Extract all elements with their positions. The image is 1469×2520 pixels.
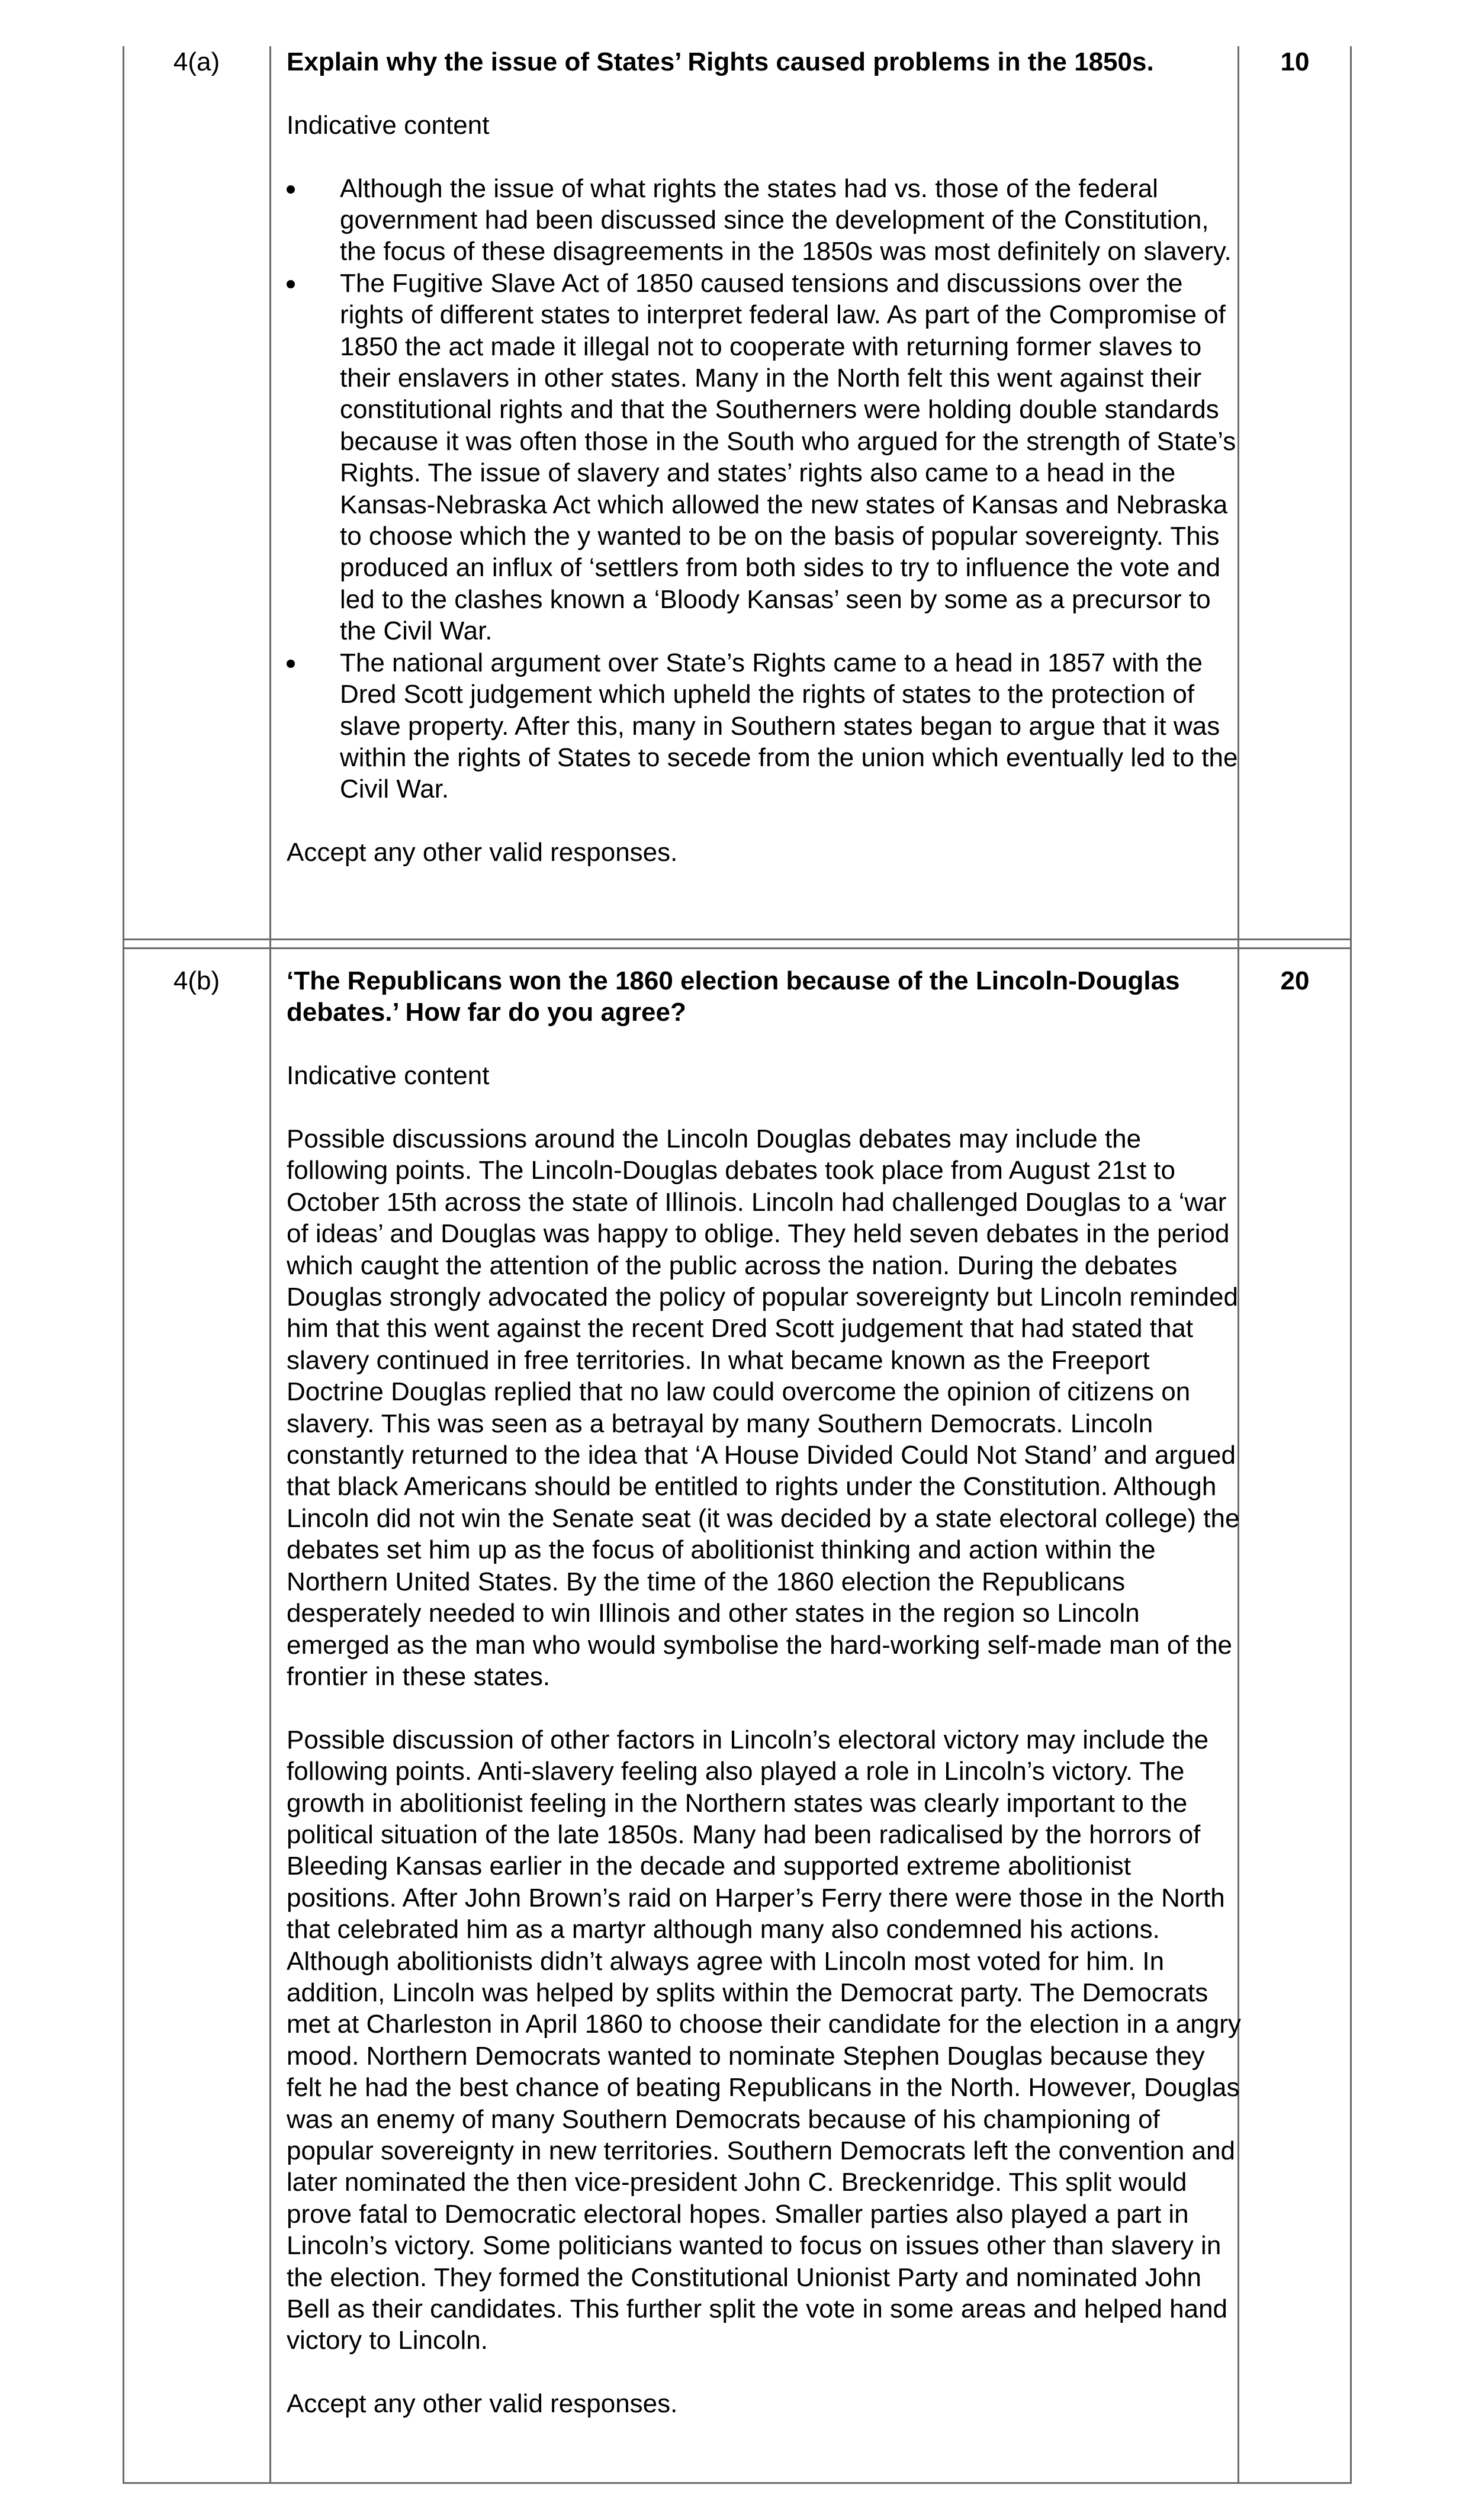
indicative-content-label: Indicative content: [287, 110, 490, 140]
question-marks: 10: [1280, 47, 1310, 76]
paragraph: Possible discussions around the Lincoln Douglas debates may include the following points. The Lincoln-Douglas debates took place from August 21st to October 15th across the state of Illinois. Lincoln had challenged Douglas to a ‘war of ideas’ and Douglas was happy to oblige. They held seven debates in the period which caught the attention of the public across the nation. During the debates Douglas strongly advocated the policy of popular sovereignty but Lincoln reminded him that this went against the recent Dred Scott judgement that had stated that slavery continued in free territories. In what became known as the Freeport Doctrine Douglas replied that no law could overcome the opinion of citizens on slavery. This was seen as a betrayal by many Southern Democrats. Lincoln constantly returned to the idea that ‘A House Divided Could Not Stand’ and argued that black Americans should be entitled to rights under the Constitution. Although Lincoln did not win the Senate seat (it was decided by a state electoral college) the debates set him up as the focus of abolitionist thinking and action within the Northern United States. By the time of the 1860 election the Republicans desperately needed to win Illinois and other states in the region so Lincoln emerged as the man who would symbolise the hard-working self-made man of the frontier in these states.: [287, 1124, 1240, 1691]
bullet-list: [287, 173, 1243, 805]
question-title: Explain why the issue of States’ Rights caused problems in the 1850s.: [287, 47, 1154, 76]
column-divider-question: [269, 46, 271, 2484]
row-separator-bottom: [123, 947, 1352, 949]
question-number: 4(a): [173, 47, 220, 76]
bullet-icon: [287, 185, 295, 194]
table-border-right: [1350, 46, 1352, 2484]
indicative-content-label: Indicative content: [287, 1061, 490, 1091]
question-number: 4(b): [173, 966, 220, 995]
row-separator-top: [123, 938, 1352, 940]
closing-note: Accept any other valid responses.: [287, 838, 678, 867]
table-border-bottom: [123, 2482, 1352, 2484]
list-item: The Fugitive Slave Act of 1850 caused tensions and discussions over the rights of different states to interpret federal law. As part of the Compromise of 1850 the act made it illegal not to cooperate with returning former slaves to their enslavers in other states. Many in the North felt this went against their constitutional rights and that the Southerners were holding double standards because it was often those in the South who argued for the strength of State’s Rights. The issue of slavery and states’ rights also came to a head in the Kansas-Nebraska Act which allowed the new states of Kansas and Nebraska to choose which the y wanted to be on the basis of popular sovereignty. This produced an influx of ‘settlers from both sides to try to influence the vote and led to the clashes known a ‘Bloody Kansas’ seen by some as a precursor to the Civil War.: [287, 268, 1243, 647]
list-item: Although the issue of what rights the states had vs. those of the federal government had been discussed since the development of the Constitution, the focus of these disagreements in the 1850s was most definitely on slavery.: [287, 173, 1243, 268]
question-title: ‘The Republicans won the 1860 election because of the Lincoln-Douglas debates.’ How far do you agree?: [287, 966, 1180, 1027]
question-4b-content: [287, 965, 1243, 2420]
paragraph: Possible discussion of other factors in Lincoln’s electoral victory may include the following points. Anti-slavery feeling also played a role in Lincoln’s victory. The growth in abolitionist feeling in the Northern states was clearly important to the political situation of the late 1850s. Many had been radicalised by the horrors of Bleeding Kansas earlier in the decade and supported extreme abolitionist positions. After John Brown’s raid on Harper’s Ferry there were those in the North that celebrated him as a martyr although many also condemned his actions. Although abolitionists didn’t always agree with Lincoln most voted for him. In addition, Lincoln was helped by splits within the Democrat party. The Democrats met at Charleston in April 1860 to choose their candidate for the election in a angry mood. Northern Democrats wanted to nominate Stephen Douglas because they felt he had the best chance of beating Republicans in the North. However, Douglas was an enemy of many Southern Democrats because of his championing of popular sovereignty in new territories. Southern Democrats left the convention and later nominated the then vice-president John C. Breckenridge. This split would prove fatal to Democratic electoral hopes. Smaller parties also played a part in Lincoln’s victory. Some politicians wanted to focus on issues other than slavery in the election. They formed the Constitutional Unionist Party and nominated John Bell as their candidates. This further split the vote in some areas and helped hand victory to Lincoln.: [287, 1725, 1241, 2355]
bullet-icon: [287, 280, 295, 288]
question-marks: 20: [1280, 966, 1310, 995]
bullet-icon: [287, 660, 295, 668]
closing-note: Accept any other valid responses.: [287, 2389, 678, 2419]
table-border-left: [123, 46, 124, 2484]
question-4a-content: [287, 46, 1243, 869]
list-item: The national argument over State’s Rights came to a head in 1857 with the Dred Scott judgement which upheld the rights of states to the protection of slave property. After this, many in Southern states began to argue that it was within the rights of States to secede from the union which eventually led to the Civil War.: [287, 647, 1243, 805]
